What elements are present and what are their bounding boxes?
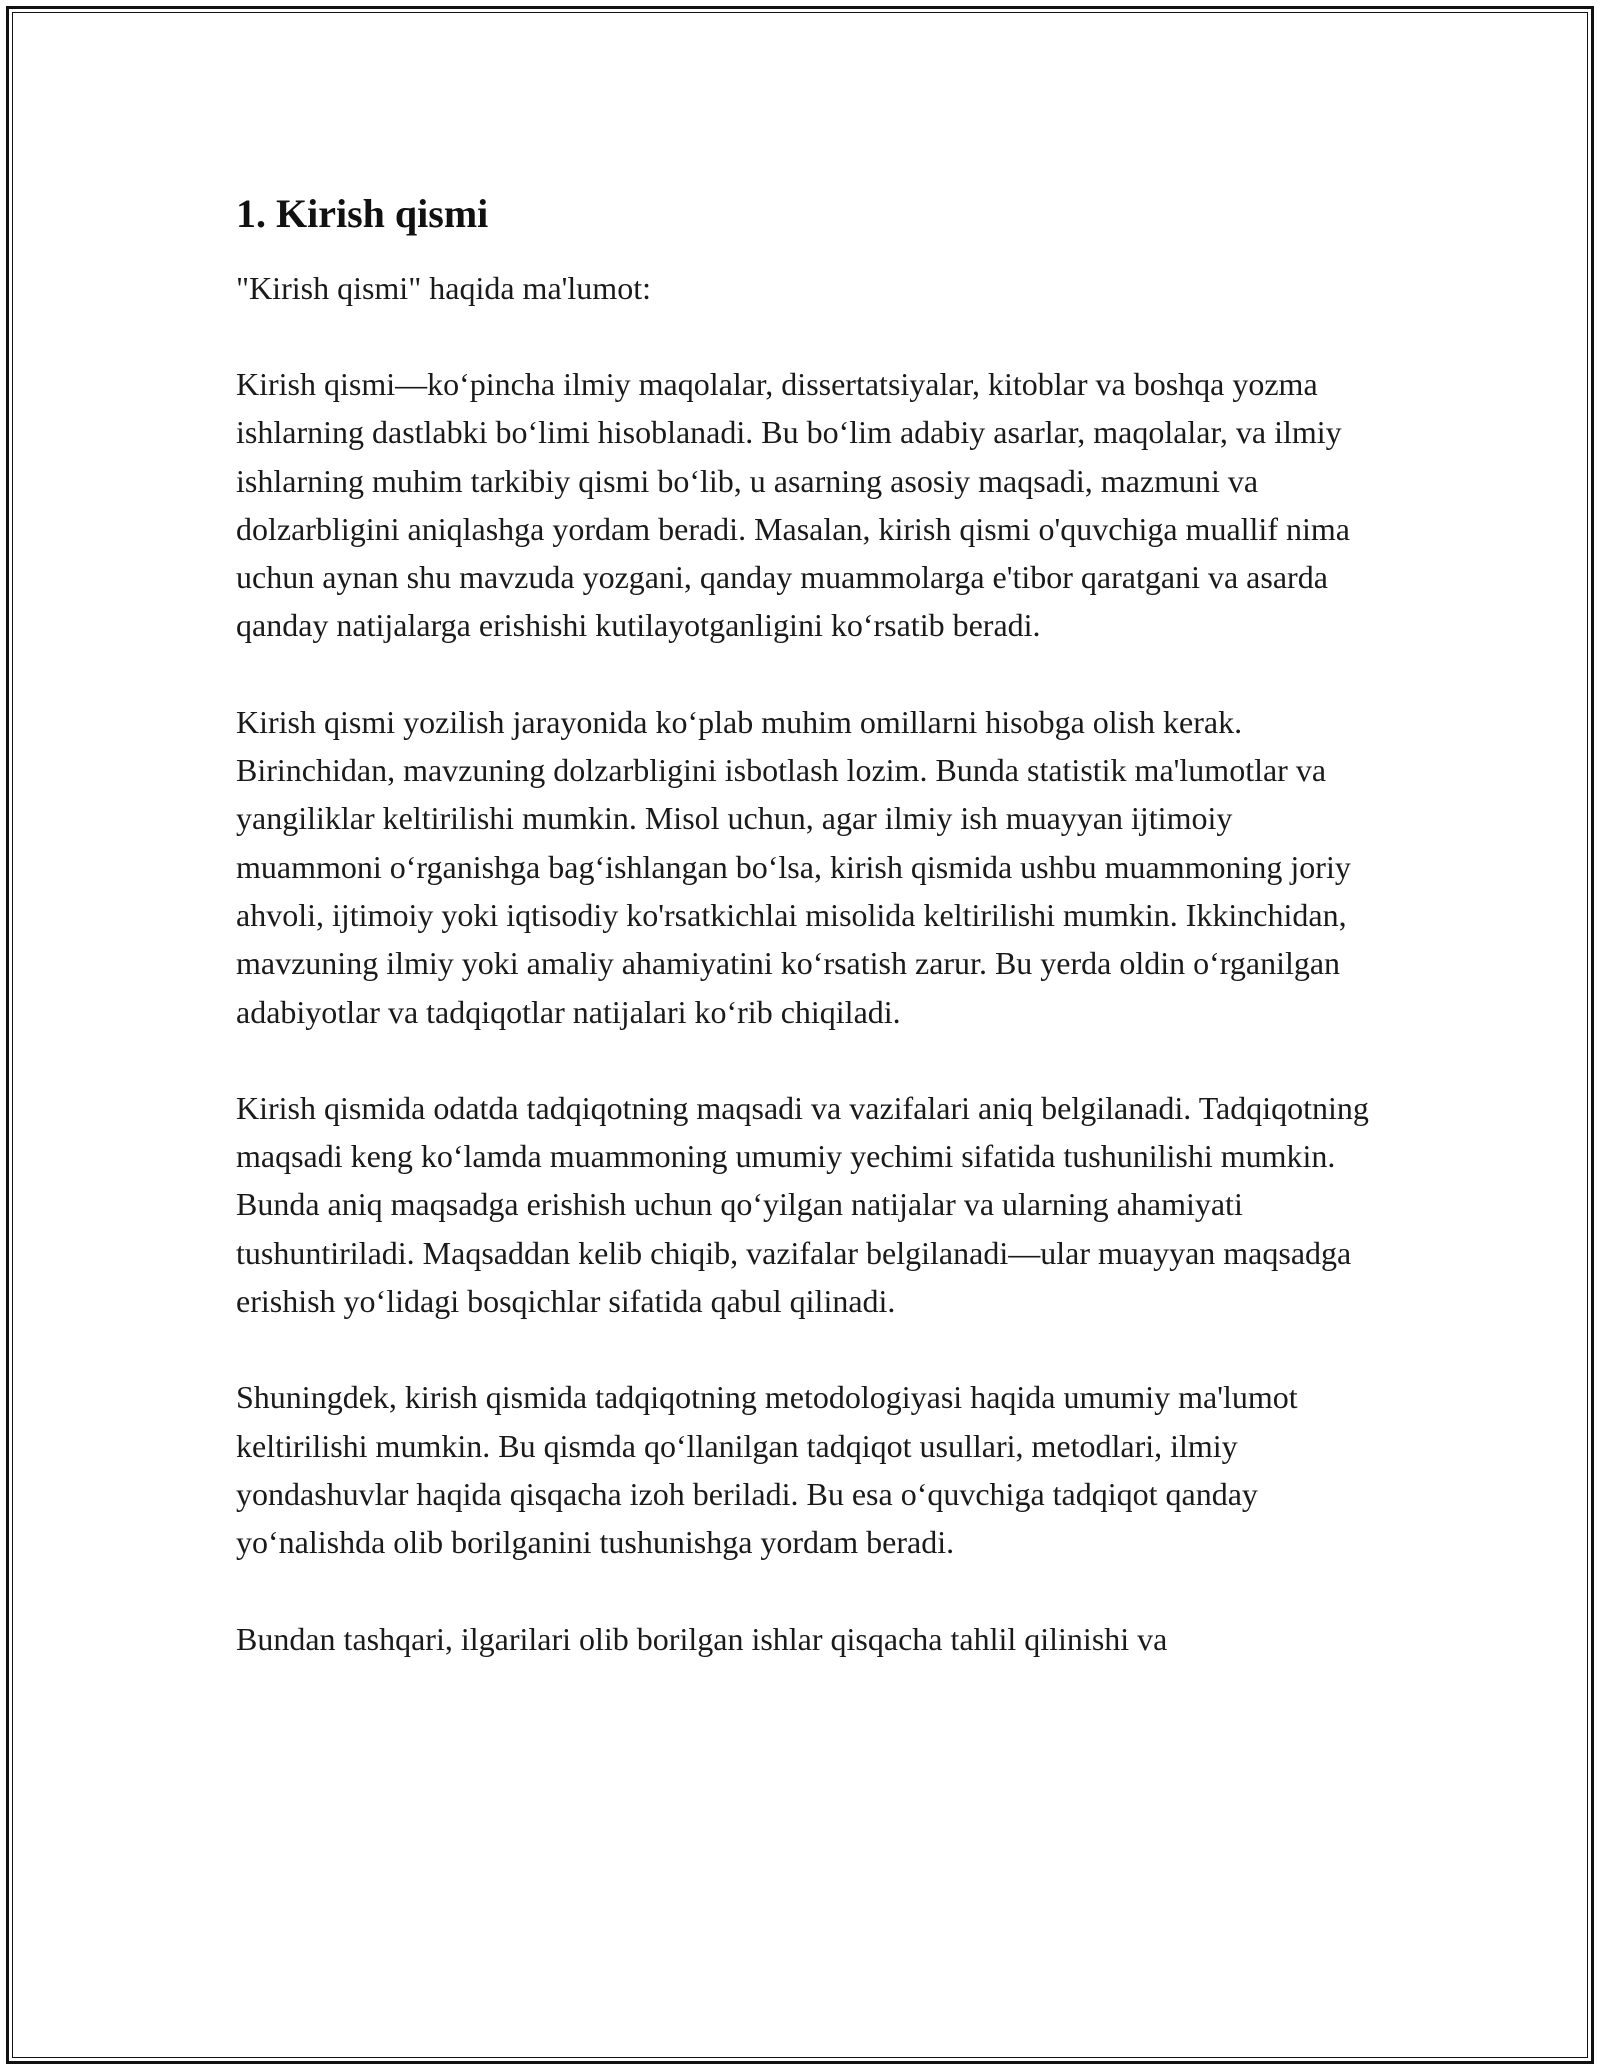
section-subtitle: "Kirish qismi" haqida ma'lumot: (236, 270, 651, 306)
paragraph-4: Shuningdek, kirish qismida tadqiqotning metodologiyasi haqida umumiy ma'lumot keltirilishi mumkin. Bu qismda qo‘llanilgan tadqiqot usullari, metodlari, ilmiy yondashuvlar haqida qisqacha izoh beriladi. Bu esa o‘quvchiga tadqiqot qanday yo‘nalishda olib borilganini tushunishga yordam beradi. (236, 1379, 1298, 1561)
paragraph-1: Kirish qismi—ko‘pincha ilmiy maqolalar, dissertatsiyalar, kitoblar va boshqa yozma ishlarning dastlabki bo‘limi hisoblanadi. Bu bo‘lim adabiy asarlar, maqolalar, va ilmiy ishlarning muhim tarkibiy qismi bo‘lib, u asarning asosiy maqsadi, mazmuni va dolzarbligini aniqlashga yordam beradi. Masalan, kirish qismi o'quvchiga muallif nima uchun aynan shu mavzuda yozgani, qanday muammolarga e'tibor qaratgani va asarda qanday natijalarga erishishi kutilayotganligini ko‘rsatib beradi. (236, 366, 1350, 644)
paragraph-3: Kirish qismida odatda tadqiqotning maqsadi va vazifalari aniq belgilanadi. Tadqiqotning maqsadi keng ko‘lamda muammoning umumiy yechimi sifatida tushunilishi mumkin. Bunda aniq maqsadga erishish uchun qo‘yilgan natijalar va ularning ahamiyati tushuntiriladi. Maqsaddan kelib chiqib, vazifalar belgilanadi—ular muayyan maqsadga erishish yo‘lidagi bosqichlar sifatida qabul qilinadi. (236, 1089, 1369, 1320)
paragraph-2: Kirish qismi yozilish jarayonida ko‘plab muhim omillarni hisobga olish kerak. Birinchidan, mavzuning dolzarbligini isbotlash lozim. Bunda statistik ma'lumotlar va yangiliklar keltirilishi mumkin. Misol uchun, agar ilmiy ish muayyan ijtimoiy muammoni o‘rganishga bag‘ishlangan bo‘lsa, kirish qismida ushbu muammoning joriy ahvoli, ijtimoiy yoki iqtisodiy ko'rsatkichlai misolida keltirilishi mumkin. Ikkinchidan, mavzuning ilmiy yoki amaliy ahamiyatini ko‘rsatish zarur. Bu yerda oldin o‘rganilgan adabiyotlar va tadqiqotlar natijalari ko‘rib chiqiladi. (236, 703, 1351, 1030)
paragraph-5: Bundan tashqari, ilgarilari olib borilgan ishlar qisqacha tahlil qilinishi va (236, 1620, 1168, 1657)
section-heading: 1. Kirish qismi (236, 191, 489, 236)
document-body (236, 186, 1386, 1711)
